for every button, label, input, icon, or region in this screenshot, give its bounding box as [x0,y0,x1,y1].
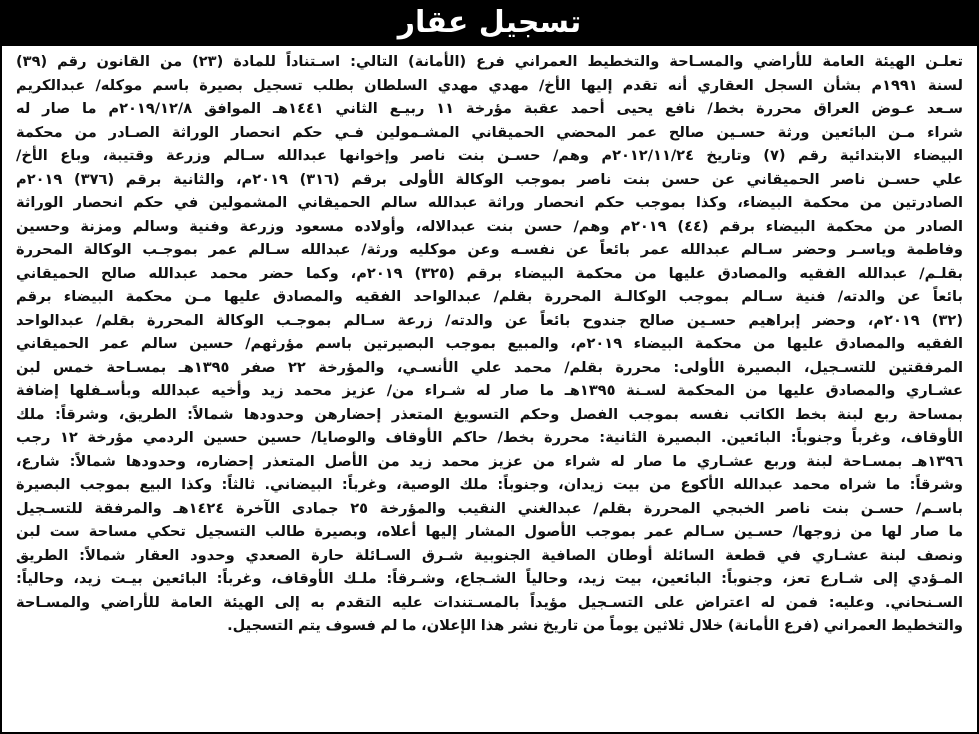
body-line: بمساحة ربع لبنة بخط الكاتب نفسه بموجب الفصل وحكم التسويغ المتعذر إحضارهن وحدودها شمالاً: الطريق، وشرقاً: ملك [16,405,963,423]
body-line: البيضاء الابتدائية رقم (٧) وتاريخ ٢٠١٢/١١/٢٤م وهم/ حسـن بنت ناصر وإخوانها عبدالله سـالم وزرعة وقتيبة، وباع الأخ/ [16,147,963,164]
body-line: بقلـم/ عبدالله الفقيه والمصادق عليها من محكمة البيضاء برقم (٣٢٥) ٢٠١٩م، وكما حضر محمد عبدالله صالح الحميقاني [16,264,963,282]
notice-body [0,46,979,734]
body-line: بائعاً عن والدته/ فنية سـالم بموجب الوكالـة المحررة بقلم/ عبدالواحد الفقيه والمصادق عليها مـن محكمة البيضاء برقم [16,288,963,305]
body-line: وشرقاً: ما شراه محمد عبدالله الأكوع من بيت زيدان، وجنوباً: ملك الوصية، وغرباً: البيضاني. ثالثاً: وكذا البيع بموجب البصيرة [16,476,963,493]
body-line: (٣٢) ٢٠١٩م، وحضر إبراهيم حسـين صالح جندوح بائعاً عن والدته/ زرعة سـالم بموجـب الوكالة المحررة بقلم/ عبدالواحد [16,311,963,329]
title-bar [0,0,979,46]
body-line: عشـاري والمصادق عليها من المحكمة لسـنة ١٣٩٥هـ ما صار له شـراء من/ عزيز محمد زيد وأخيه عبدالله وبأسـفلها إضافة [16,382,963,399]
body-line: باسـم/ حسـن بنت ناصر الخبجي المحررة بقلم/ عبدالغني النقيب والمؤرخة ٢٥ جمادى الآخرة ١٤٢٤هـ والمرفقة للتسـجيل [16,499,963,517]
body-line: ١٣٩٦هـ بمسـاحة لبنة وربع عشـاري ما صار له شراء من عزيز محمد زيد من الأصل المتعذر إحضاره، وحدودها شمالاً: شارع، [16,452,963,470]
body-line: السـنحاني. وعليه: فمن له اعتراض على التسـجيل مؤيداً بالمسـتندات عليه التقدم به إلى الهيئة العامة للأراضي والمسـاحة [16,593,963,611]
body-line: ونصف لبنة عشـاري في قطعة السائلة أوطان الصافية الجنوبية شـرق السـائلة حارة الصعدي وحدود العقار شمالاً: الطريق [16,546,963,564]
body-line: وفاطمة وياسـر وحضر سـالم عبدالله عمر بائعاً عن نفسـه وعن موكليه ورثة/ عبدالله سـالم عمر بموجـب الوكالة المحررة [16,241,963,258]
body-line: الأوقاف، وغرباً وجنوباً: البائعين. البصيرة الثانية: محررة بخط/ حاكم الأوقاف والوصايا/ حسين حسين الردمي مؤرخة ١٢ رجب [16,429,963,446]
body-line: سـعد عـوض العراق محررة بخط/ نافع يحيى أحمد عقبة مؤرخة ١١ ربيـع الثاني ١٤٤١هـ الموافق ٢٠١٩/١٢/٨م ما صار له [16,100,963,117]
body-line: تعلـن الهيئة العامة للأراضي والمسـاحة والتخطيط العمراني فرع (الأمانة) التالي: اسـتناداً للمادة (٢٣) من القانون رقم (٣٩) [16,53,963,70]
body-line: لسنة ١٩٩١م بشأن السجل العقاري أنه تقدم إليها الأخ/ مهدي مهدي السلطان بطلب تسجيل بصيرة باسم موكله/ عبدالكريم [16,76,963,94]
body-line: والتخطيط العمراني (فرع الأمانة) خلال ثلاثين يوماً من تاريخ نشر هذا الإعلان، ما لم فسوف يتم التسجيل. [227,617,963,634]
body-line: ما صار لها من زوجها/ حسـين سـالم عمر بموجب الأصول المشار إليها أعلاه، وبصيرة طالب التسجيل تحكي مساحة ست لبن [16,523,963,540]
body-line: المـؤدي إلى شـارع تعز، وجنوباً: البائعين، بيت زيد، وحالياً الشـجاع، وشـرقاً: ملـك الأوقاف، وغرباً: البائعين بيـت زيد، وحالياً: [16,570,963,587]
body-line: المرفقتين للتسـجيل، البصيرة الأولى: محررة بقلم/ محمد علي الأنسـي، والمؤرخة ٢٢ صفر ١٣٩٥هـ بمسـاحة خمس لبن [16,358,963,376]
body-line: الفقيه والمصادق عليها من محكمة البيضاء ٢٠١٩م، والمبيع بموجب البصيرتين باسم مؤرثهم/ حسين سالم عمر الحميقاني [16,335,963,352]
body-line: الصادر من محكمة البيضاء برقم (٤٤) ٢٠١٩م وهم/ حسن بنت عبدالاله، وأولاده مسعود وزرعة وفنية وسالم ومزنة وحسين [16,217,963,235]
body-line: شراء مـن البائعين ورثة حسـين صالح عمر المحضي الحميقاني المشـمولين فـي حكم انحصار الوراثة الصـادر من محكمة [16,123,963,141]
body-line: علي حسـن ناصر الحميقاني عن حسن بنت ناصر بموجب الوكالة الأولى برقم (٣١٦) ٢٠١٩م، والثانية برقم (٣٧٦) ٢٠١٩م [16,170,963,188]
body-line: الصادرتين من محكمة البيضاء، وكذا بموجب حكم انحصار وراثة عبدالله سالم الحميقاني المشمولين في حكم انحصار الوراثة [16,194,963,211]
notice-title: تسجيل عقار [397,5,582,40]
